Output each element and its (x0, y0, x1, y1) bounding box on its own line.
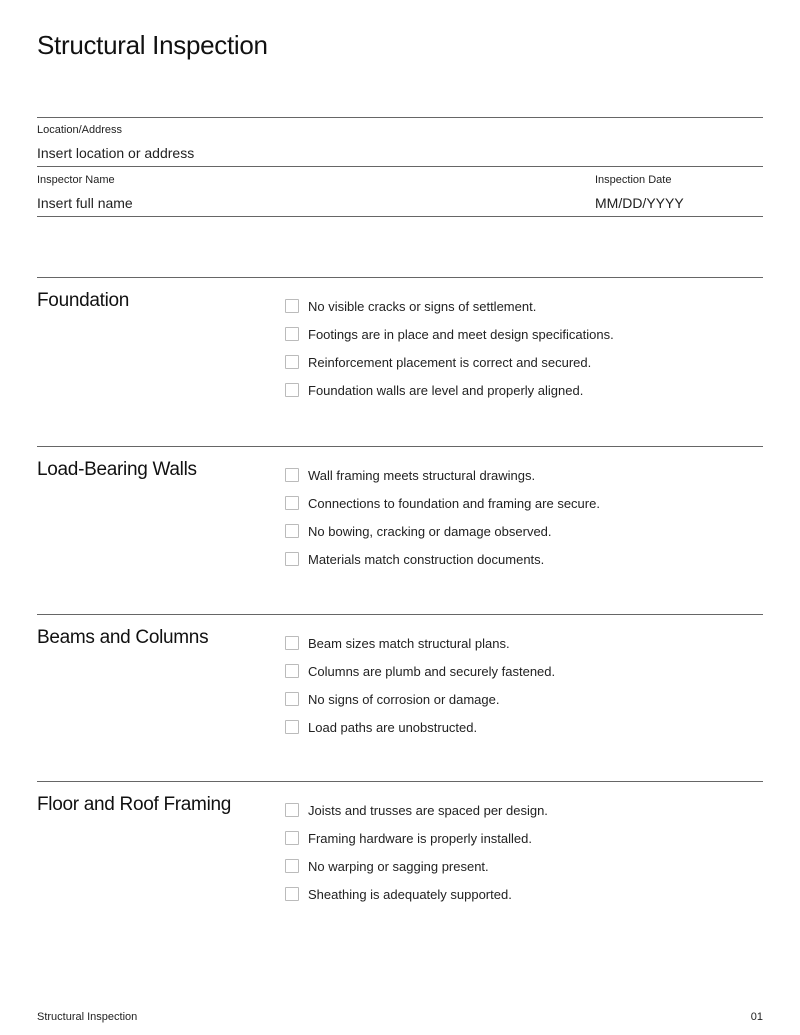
checklist-item-label: Materials match construction documents. (308, 551, 545, 567)
checklist-item[interactable] (285, 461, 600, 489)
checklist-item-label: Foundation walls are level and properly aligned. (308, 382, 584, 398)
checklist-item-label: No warping or sagging present. (308, 858, 489, 874)
divider (37, 117, 763, 118)
checkbox[interactable] (285, 355, 299, 369)
checkbox[interactable] (285, 664, 299, 678)
page-title: Structural Inspection (37, 30, 268, 60)
footer-page-number: 01 (750, 1011, 763, 1023)
divider (37, 216, 763, 217)
checklist-item[interactable] (285, 824, 548, 852)
checklist-item-label: Columns are plumb and securely fastened. (308, 663, 556, 679)
checkbox[interactable] (285, 803, 299, 817)
checkbox[interactable] (285, 327, 299, 341)
checklist-item-label: Footings are in place and meet design specifications. (308, 326, 614, 342)
inspector-name-field[interactable]: Insert full name (37, 195, 133, 211)
checklist-item-label: Connections to foundation and framing are secure. (308, 495, 600, 511)
checkbox[interactable] (285, 831, 299, 845)
location-field[interactable]: Insert location or address (37, 145, 195, 161)
section-title: Foundation (37, 290, 130, 311)
checkbox[interactable] (285, 692, 299, 706)
checklist-item[interactable] (285, 880, 548, 908)
divider (37, 781, 763, 782)
checklist-item-label: Sheathing is adequately supported. (308, 886, 512, 902)
checklist-item[interactable] (285, 376, 614, 404)
checklist-item-label: No signs of corrosion or damage. (308, 691, 500, 707)
checklist-item-label: Joists and trusses are spaced per design. (308, 802, 548, 818)
checkbox[interactable] (285, 299, 299, 313)
divider (37, 166, 763, 167)
section-title: Floor and Roof Framing (37, 794, 232, 815)
checklist-item[interactable] (285, 545, 600, 573)
checklist-item-label: Framing hardware is properly installed. (308, 830, 532, 846)
checkbox[interactable] (285, 859, 299, 873)
checklist-item-label: No visible cracks or signs of settlement. (308, 298, 537, 314)
checklist (285, 461, 600, 573)
checkbox[interactable] (285, 468, 299, 482)
checkbox[interactable] (285, 383, 299, 397)
footer-doc-name: Structural Inspection (37, 1011, 138, 1023)
checklist-item-label: Wall framing meets structural drawings. (308, 467, 536, 483)
checkbox[interactable] (285, 887, 299, 901)
checklist (285, 796, 548, 908)
checklist-section (0, 446, 800, 614)
checkbox[interactable] (285, 636, 299, 650)
checklist-item[interactable] (285, 685, 555, 713)
checklist-item-label: Beam sizes match structural plans. (308, 635, 510, 651)
checklist-section (0, 781, 800, 949)
checklist-item[interactable] (285, 852, 548, 880)
divider (37, 614, 763, 615)
checklist-item[interactable] (285, 796, 548, 824)
inspection-date-field[interactable]: MM/DD/YYYY (595, 195, 684, 211)
checklist (285, 629, 555, 741)
checklist-item[interactable] (285, 517, 600, 545)
checklist-item[interactable] (285, 292, 614, 320)
section-title: Load-Bearing Walls (37, 459, 197, 480)
checklist-section (0, 614, 800, 782)
checkbox[interactable] (285, 524, 299, 538)
checkbox[interactable] (285, 552, 299, 566)
checklist-item[interactable] (285, 320, 614, 348)
checklist-item[interactable] (285, 489, 600, 517)
divider (37, 446, 763, 447)
checklist-item-label: Load paths are unobstructed. (308, 719, 478, 735)
inspection-date-label: Inspection Date (595, 174, 672, 186)
checklist-item[interactable] (285, 657, 555, 685)
inspector-label: Inspector Name (37, 174, 115, 186)
checklist-item[interactable] (285, 629, 555, 657)
checklist-section (0, 277, 800, 445)
divider (37, 277, 763, 278)
checkbox[interactable] (285, 720, 299, 734)
checklist (285, 292, 614, 404)
checklist-item[interactable] (285, 348, 614, 376)
checklist-item[interactable] (285, 713, 555, 741)
checkbox[interactable] (285, 496, 299, 510)
location-label: Location/Address (37, 124, 122, 136)
section-title: Beams and Columns (37, 627, 209, 648)
checklist-item-label: No bowing, cracking or damage observed. (308, 523, 552, 539)
checklist-item-label: Reinforcement placement is correct and secured. (308, 354, 592, 370)
